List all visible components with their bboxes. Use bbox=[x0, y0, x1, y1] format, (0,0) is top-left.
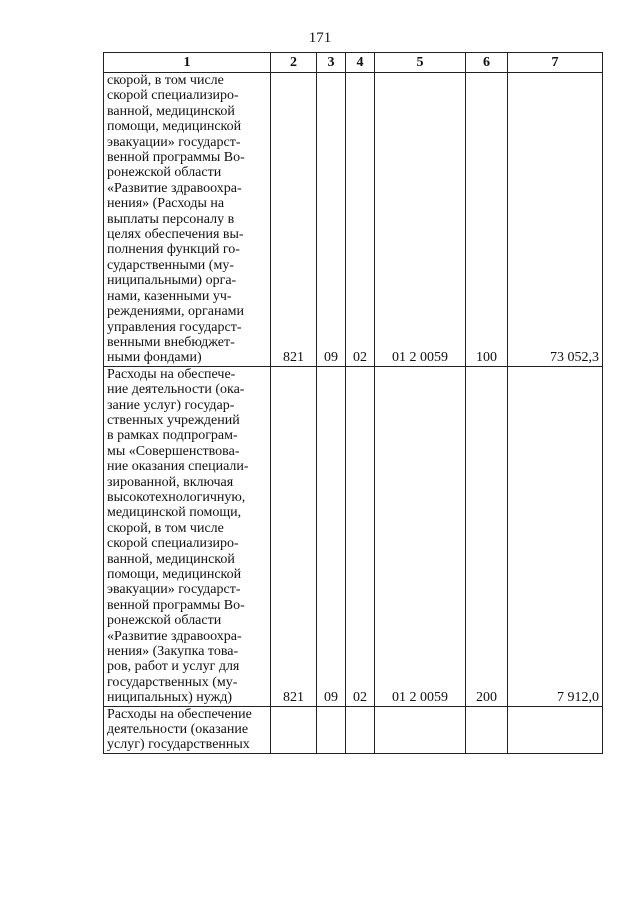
table-row bbox=[104, 73, 603, 367]
description-line: Расходы на обеспечение bbox=[107, 706, 252, 722]
header-col-1: 1 bbox=[104, 53, 271, 73]
cell-column-7: 7 912,0 bbox=[508, 366, 603, 706]
cell-column-3: 09 bbox=[317, 366, 346, 706]
description-line: ниципальных) нужд) bbox=[107, 690, 232, 706]
description-line: нения» (Закупка това- bbox=[107, 644, 239, 660]
description-line: эвакуации» государст- bbox=[107, 134, 241, 150]
description-line: реждениями, органами bbox=[107, 304, 245, 320]
description-line: государственных (му- bbox=[107, 674, 238, 690]
description-line: «Развитие здравоохра- bbox=[107, 628, 242, 644]
description-line: управления государст- bbox=[107, 319, 242, 335]
description-line: ров, работ и услуг для bbox=[107, 659, 240, 675]
description-line: зированной, включая bbox=[107, 474, 234, 490]
description-line: «Развитие здравоохра- bbox=[107, 180, 242, 196]
header-col-2: 2 bbox=[271, 53, 317, 73]
description-line: помощи, медицинской bbox=[107, 119, 242, 135]
table-row bbox=[104, 366, 603, 706]
description-line: ниципальными) орга- bbox=[107, 273, 237, 289]
description-line: целях обеспечения вы- bbox=[107, 227, 244, 243]
description-line: помощи, медицинской bbox=[107, 567, 242, 582]
cell-column-2: 821 bbox=[271, 73, 317, 367]
cell-column-5: 01 2 0059 bbox=[375, 366, 466, 706]
description-line: выплаты персоналу в bbox=[107, 211, 235, 227]
budget-table bbox=[103, 52, 603, 754]
cell-column-7 bbox=[508, 706, 603, 753]
cell-column-3 bbox=[317, 706, 346, 753]
description-line: венной программы Во- bbox=[107, 150, 245, 166]
cell-column-2: 821 bbox=[271, 366, 317, 706]
table-row bbox=[104, 706, 603, 753]
description-line: мы «Совершенствова- bbox=[107, 443, 240, 459]
description-line: скорой специализиро- bbox=[107, 88, 239, 104]
description-line: нения» (Расходы на bbox=[107, 196, 225, 212]
description-line: ными фондами) bbox=[107, 350, 202, 366]
table-body bbox=[104, 73, 603, 754]
cell-column-5: 01 2 0059 bbox=[375, 73, 466, 367]
description-line: ронежской области bbox=[107, 613, 222, 629]
description-line: скорой, в том числе bbox=[107, 73, 224, 88]
description-line: ванной, медицинской bbox=[107, 103, 235, 119]
header-col-3: 3 bbox=[317, 53, 346, 73]
header-row bbox=[104, 53, 603, 73]
description-line: ние оказания специали- bbox=[107, 459, 249, 475]
description-line: венной программы Во- bbox=[107, 597, 245, 613]
header-col-7: 7 bbox=[508, 53, 603, 73]
description-line: ронежской области bbox=[107, 165, 222, 181]
row-description bbox=[104, 706, 271, 753]
cell-column-7: 73 052,3 bbox=[508, 73, 603, 367]
cell-column-4: 02 bbox=[346, 366, 375, 706]
row-description bbox=[104, 366, 271, 706]
header-col-5: 5 bbox=[375, 53, 466, 73]
cell-column-3: 09 bbox=[317, 73, 346, 367]
page-number: 171 bbox=[308, 30, 332, 46]
cell-column-6: 100 bbox=[466, 73, 508, 367]
cell-column-2 bbox=[271, 706, 317, 753]
description-line: ние деятельности (ока- bbox=[107, 382, 245, 398]
cell-column-4: 02 bbox=[346, 73, 375, 367]
header-col-4: 4 bbox=[346, 53, 375, 73]
description-line: Расходы на обеспече- bbox=[107, 366, 236, 382]
description-line: высокотехнологичную, bbox=[107, 489, 246, 505]
description-line: медицинской помощи, bbox=[107, 505, 242, 521]
description-line: скорой специализиро- bbox=[107, 536, 239, 552]
cell-column-6 bbox=[466, 706, 508, 753]
description-line: деятельности (оказание bbox=[107, 722, 249, 738]
description-line: в рамках подпрограм- bbox=[107, 428, 238, 444]
cell-column-6: 200 bbox=[466, 366, 508, 706]
description-line: сударственными (му- bbox=[107, 257, 234, 273]
description-line: полнения функций го- bbox=[107, 242, 240, 258]
description-line: ственных учреждений bbox=[107, 412, 240, 428]
description-line: зание услуг) государ- bbox=[107, 397, 235, 413]
cell-column-4 bbox=[346, 706, 375, 753]
description-line: венными внебюджет- bbox=[107, 334, 235, 350]
cell-column-5 bbox=[375, 706, 466, 753]
row-description bbox=[104, 73, 271, 367]
description-line: ванной, медицинской bbox=[107, 551, 235, 567]
header-col-6: 6 bbox=[466, 53, 508, 73]
description-line: эвакуации» государст- bbox=[107, 582, 241, 598]
description-line: нами, казенными уч- bbox=[107, 288, 232, 304]
description-line: скорой, в том числе bbox=[107, 520, 224, 536]
description-line: услуг) государственных bbox=[107, 737, 250, 753]
